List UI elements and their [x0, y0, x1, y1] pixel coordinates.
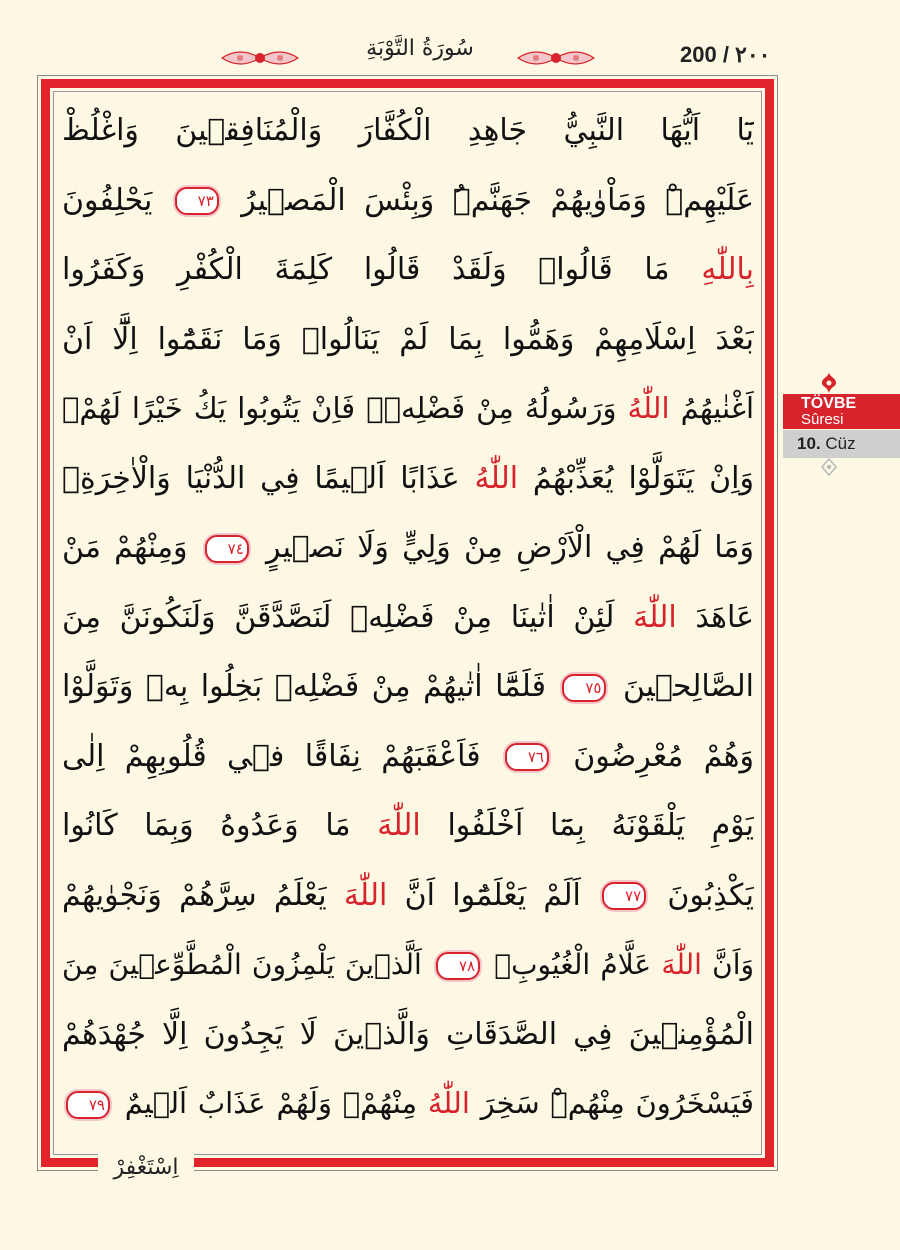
ayah-number-marker: ٧٧	[602, 882, 646, 910]
verse-text: الْمُؤْمِن۪ينَ فِي الصَّدَقَاتِ وَالَّذ۪ينَ لَا يَجِدُونَ اِلَّا جُهْدَهُمْ	[62, 1016, 754, 1052]
tab-cuz-number: 10.	[797, 434, 821, 453]
diamond-ornament-icon	[819, 458, 839, 476]
text-line	[62, 513, 754, 583]
text-line	[62, 166, 754, 236]
catchword: اِسْتَغْفِرْ	[98, 1148, 194, 1188]
verse-text: وَهُمْ مُعْرِضُونَ	[573, 738, 754, 774]
page-number: 200 / ٢٠٠	[680, 42, 771, 67]
verse-text: اَلَّذ۪ينَ يَلْمِزُونَ الْمُطَّوِّع۪ينَ مِنَ	[62, 948, 422, 981]
ayah-number-marker: ٧٨	[436, 952, 480, 980]
divine-name: بِاللّٰهِ	[701, 252, 754, 287]
ayah-number-marker: ٧٦	[505, 743, 549, 771]
divine-name: اللّٰهَ	[633, 599, 677, 635]
verse-text: لَئِنْ اٰتٰينَا مِنْ فَضْلِه۪ لَنَصَّدَّقَنَّ وَلَنَكُونَنَّ مِنَ	[62, 599, 615, 635]
verse-text: وَمَا لَهُمْ فِي الْاَرْضِ مِنْ وَلِيٍّ وَلَا نَص۪يرٍ	[266, 530, 754, 565]
verse-text: يَحْلِفُونَ	[62, 182, 153, 218]
text-line	[62, 583, 754, 653]
verse-text: اَلَمْ يَعْلَمُٓوا اَنَّ	[404, 877, 581, 913]
text-line	[62, 930, 754, 1000]
tab-surah-label[interactable]	[783, 394, 900, 429]
verse-text: عَاهَدَ	[695, 599, 754, 635]
text-line	[62, 791, 754, 861]
text-line	[62, 305, 754, 375]
text-line	[62, 652, 754, 722]
verse-text: وَمِنْهُمْ مَنْ	[62, 530, 188, 565]
tab-cuz-label[interactable]	[783, 430, 900, 458]
verse-text: فَلَمَّٓا اٰتٰيهُمْ مِنْ فَضْلِه۪ بَخِلُوا بِه۪ وَتَوَلَّوْا	[62, 669, 546, 704]
tab-surah-name: TÖVBE	[801, 395, 857, 412]
verse-text: يَعْلَمُ سِرَّهُمْ وَنَجْوٰيهُمْ	[62, 877, 327, 913]
text-line	[62, 1000, 754, 1070]
floral-ornament-icon	[220, 44, 300, 72]
ayah-number-marker: ٧٩	[66, 1091, 110, 1119]
surah-side-tab[interactable]	[783, 372, 900, 476]
verse-text: وَاِنْ يَتَوَلَّوْا يُعَذِّبْهُمُ	[532, 460, 754, 496]
text-line	[62, 1069, 754, 1139]
verse-text: يَكْذِبُونَ	[667, 877, 754, 913]
verse-text: الصَّالِح۪ينَ	[622, 669, 754, 704]
verse-text: مَا قَالُواۜ وَلَقَدْ قَالُوا كَلِمَةَ الْكُفْرِ وَكَفَرُوا	[62, 252, 670, 287]
surah-title: سُورَةُ التَّوْبَةِ	[366, 36, 474, 61]
verse-text: عَذَابًا اَل۪يمًا فِي الدُّنْيَا وَالْاٰخِرَةِۚ	[62, 460, 460, 496]
fleur-ornament-icon	[817, 372, 841, 394]
verse-text: وَرَسُولُهُ مِنْ فَضْلِه۪ۚ فَاِنْ يَتُوبُوا يَكُ خَيْرًا لَهُمْۚ	[62, 391, 617, 425]
verse-text: يَوْمِ يَلْقَوْنَهُ بِمَٓا اَخْلَفُوا	[447, 808, 754, 843]
text-line	[62, 235, 754, 305]
verse-text: يَٓا اَيُّهَا النَّبِيُّ جَاهِدِ الْكُفَّارَ وَالْمُنَافِق۪ينَ وَاغْلُظْ	[62, 113, 754, 148]
text-line	[62, 861, 754, 931]
verse-text: مَا وَعَدُوهُ وَبِمَا كَانُوا	[62, 808, 351, 843]
divine-name: اللّٰهَ	[343, 877, 388, 913]
verse-text: وَاَنَّ	[712, 948, 754, 981]
divine-name: اللّٰهُ	[627, 391, 670, 425]
text-line	[62, 96, 754, 166]
text-line	[62, 444, 754, 514]
verse-text: بَعْدَ اِسْلَامِهِمْ وَهَمُّوا بِمَا لَمْ يَنَالُواۚ وَمَا نَقَمُٓوا اِلَّٓا اَنْ	[62, 321, 754, 357]
verse-text: اَغْنٰيهُمُ	[680, 391, 754, 425]
divine-name: اللّٰهَ	[661, 948, 702, 981]
verse-text: مِنْهُمْۘ وَلَهُمْ عَذَابٌ اَل۪يمٌ	[124, 1086, 418, 1120]
text-line	[62, 722, 754, 792]
ayah-number-marker: ٧٣	[175, 187, 219, 215]
verse-text: فَاَعْقَبَهُمْ نِفَاقًا ف۪ي قُلُوبِهِمْ اِلٰى	[62, 738, 481, 774]
verse-text: عَلَيْهِمْۜ وَمَاْوٰيهُمْ جَهَنَّمُۜ وَبِئْسَ الْمَص۪يرُ	[241, 182, 754, 218]
floral-ornament-icon	[516, 44, 596, 72]
text-line	[62, 374, 754, 444]
ayah-number-marker: ٧٤	[205, 535, 249, 563]
divine-name: اللّٰهَ	[377, 808, 421, 843]
tab-surah-sub: Sûresi	[801, 411, 844, 428]
ayah-number-marker: ٧٥	[562, 674, 606, 702]
quran-text-area	[62, 96, 754, 1156]
verse-text: فَيَسْخَرُونَ مِنْهُمْۜ سَخِرَ	[480, 1086, 754, 1120]
divine-name: اللّٰهُ	[427, 1086, 470, 1120]
tab-cuz-text: Cüz	[825, 434, 856, 453]
verse-text: عَلَّامُ الْغُيُوبِۚ	[494, 948, 652, 981]
divine-name: اللّٰهُ	[474, 460, 519, 496]
